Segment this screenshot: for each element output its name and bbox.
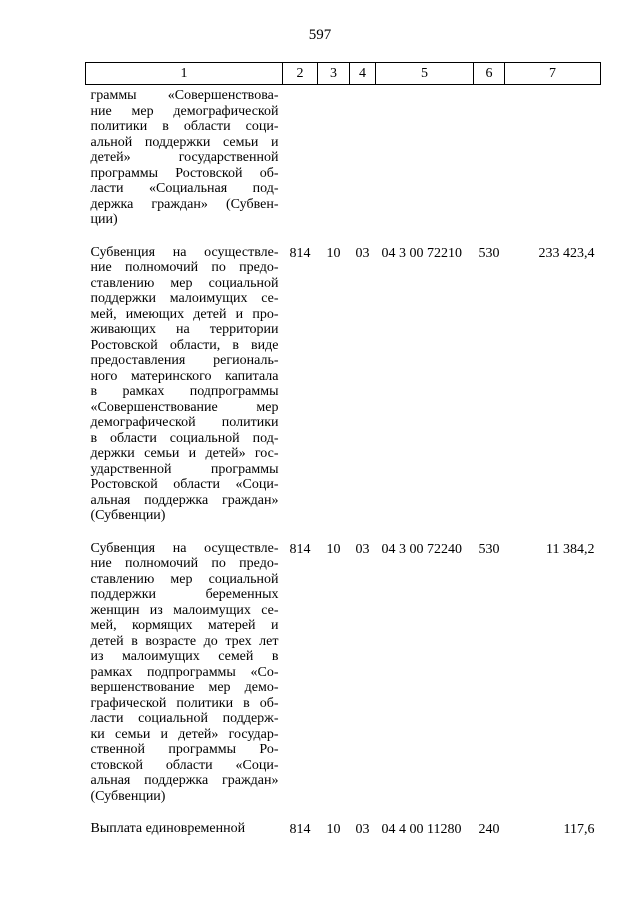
section-code: 10 [326,541,341,557]
row-description [86,85,283,242]
description-line: графической политики в об- [90,695,279,711]
subsection-code: 03 [355,822,370,837]
expense-type-code: 530 [478,245,500,261]
table-row [86,85,601,242]
description-line: Ростовской области, в виде [90,337,279,353]
amount-value: 11 384,2 [546,541,595,557]
description-line: рамках подпрограммы «Со- [90,664,279,680]
ministry-code: 814 [289,245,311,261]
description-line: демографической политики [90,415,279,430]
description-line: мей, кормящих матерей и [90,618,279,633]
subsection-code: 03 [355,245,370,261]
table-body [86,85,601,838]
expense-type-code [474,85,505,242]
description-line: держка граждан» (Субвен- [90,196,279,212]
description-line: альная поддержка граждан» [90,773,279,788]
header-col-6: 6 [474,63,505,85]
description-line: (Субвенции) [90,788,166,804]
row-description [86,818,283,838]
subsection-code [350,85,376,242]
amount-value [505,85,601,242]
description-line: политики в области соци- [90,119,279,134]
description-line: ударственной программы [90,461,279,477]
description-line: ственной программы Ро- [90,742,279,757]
description-line: Субвенция на осуществле- [90,540,279,556]
description-line: живающих на территории [90,322,279,337]
subsection-code: 03 [355,541,370,557]
description-line: альная поддержка граждан» [90,492,279,508]
description-line: женщин из малоимущих се- [90,602,279,618]
header-col-7: 7 [505,63,601,85]
table-header [86,63,601,85]
budget-table [85,62,601,838]
header-col-5: 5 [376,63,474,85]
description-line: стовской области «Соци- [90,757,279,773]
description-line: Выплата единовременной [90,821,246,836]
target-article-code: 04 3 00 72210 [381,245,462,261]
section-code: 10 [326,245,341,261]
description-line: поддержки малоимущих се- [90,291,279,306]
header-col-2: 2 [283,63,318,85]
description-line: детей в возрасте до трех лет [90,633,279,649]
description-line: ние полномочий по предо- [90,556,279,571]
table-row [86,538,601,819]
header-col-3: 3 [318,63,350,85]
description-line: поддержки беременных [90,587,279,602]
row-description [86,242,283,538]
target-article-code [376,85,474,242]
amount-value: 233 423,4 [538,245,595,261]
description-line: из малоимущих семей в [90,649,279,664]
description-line: ставлению мер социальной [90,571,279,587]
description-line: ставлению мер социальной [90,275,279,291]
header-col-4: 4 [350,63,376,85]
description-line: ного материнского капитала [90,368,279,384]
table-row [86,818,601,838]
description-line: держки семьи и детей» гос- [90,446,279,461]
ministry-code [283,85,318,242]
description-line: ние мер демографической [90,103,279,119]
description-line: ласти социальной поддерж- [90,711,279,726]
target-article-code: 04 3 00 72240 [381,541,462,557]
description-line: программы Ростовской об- [90,165,279,181]
amount-value: 117,6 [563,822,595,837]
section-code [318,85,350,242]
target-article-code: 04 4 00 11280 [381,822,462,837]
description-line: Ростовской области «Соци- [90,477,279,492]
ministry-code: 814 [289,541,311,557]
expense-type-code: 530 [478,541,500,557]
description-line: ции) [90,212,118,227]
description-line: детей» государственной [90,150,279,165]
description-line: ласти «Социальная под- [90,181,279,196]
description-line: ние полномочий по предо- [90,260,279,275]
description-line: граммы «Совершенствова- [90,88,279,103]
description-line: в области социальной под- [90,430,279,446]
description-line: ки семьи и детей» государ- [90,726,279,742]
description-line: предоставления региональ- [90,353,279,368]
page-number: 597 [308,27,332,43]
description-line: «Совершенствование мер [90,399,279,415]
row-description [86,538,283,819]
table-row [86,242,601,538]
header-row [86,63,601,85]
header-col-1: 1 [86,63,283,85]
description-line: Субвенция на осуществле- [90,244,279,260]
description-line: вершенствование мер демо- [90,680,279,695]
description-line: альной поддержки семьи и [90,134,279,150]
expense-type-code: 240 [478,822,500,837]
ministry-code: 814 [289,822,311,837]
description-line: мей, имеющих детей и про- [90,306,279,322]
section-code: 10 [326,822,341,837]
description-line: (Субвенции) [90,508,166,523]
description-line: в рамках подпрограммы [90,384,279,399]
